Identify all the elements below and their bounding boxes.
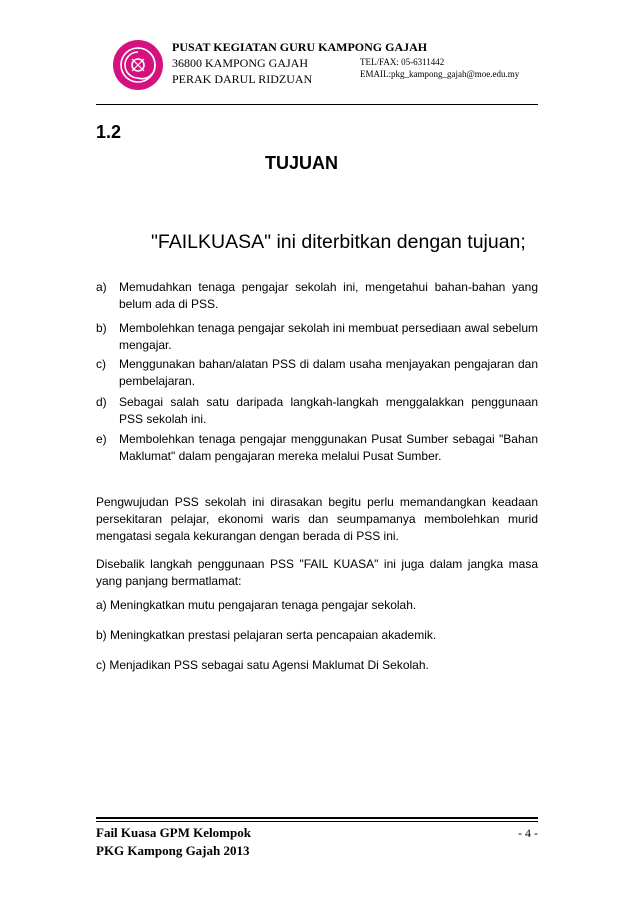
section-number: 1.2 (96, 122, 122, 142)
list-marker: d) (96, 395, 107, 409)
email: EMAIL:pkg_kampong_gajah@moe.edu.my (360, 69, 520, 79)
footer-divider (96, 821, 538, 822)
goal-item: a) Meningkatkan mutu pengajaran tenaga pengajar sekolah. (96, 598, 417, 612)
list-marker: a) (96, 280, 107, 294)
page-number: - 4 - (518, 826, 538, 840)
paragraph-2: Disebalik langkah penggunaan PSS "FAIL KUASA" ini juga dalam jangka masa yang panjang bermatlamat: (96, 557, 538, 588)
list-item (96, 394, 538, 428)
list-text: Membolehkan tenaga pengajar menggunakan Pusat Sumber sebagai "Bahan Maklumat" dalam pengajaran mereka melalui Pusat Sumber. (119, 432, 538, 463)
goal-item: b) Meningkatkan prestasi pelajaran serta pencapaian akademik. (96, 628, 437, 642)
tel-fax: TEL/FAX: 05-6311442 (360, 57, 445, 67)
list-item (96, 320, 538, 354)
paragraph-1: Pengwujudan PSS sekolah ini dirasakan begitu perlu memandangkan keadaan persekitaran pelajar, ekonomi waris dan seumpamanya membolehkan murid mengatasi segala kekurangan dengan berada di PSS ini. (96, 495, 538, 543)
list-item (96, 356, 538, 390)
list-item (96, 279, 538, 313)
footer-line-1: Fail Kuasa GPM Kelompok (96, 825, 251, 840)
intro-line: "FAILKUASA" ini diterbitkan dengan tujuan; (151, 231, 526, 253)
list-marker: c) (96, 357, 106, 371)
list-item (96, 431, 538, 465)
footer-divider (96, 817, 538, 819)
list-text: Menggunakan bahan/alatan PSS di dalam usaha menjayakan pengajaran dan pembelajaran. (119, 357, 538, 388)
goal-item: c) Menjadikan PSS sebagai satu Agensi Maklumat Di Sekolah. (96, 658, 429, 672)
list-text: Sebagai salah satu daripada langkah-langkah menggalakkan penggunaan PSS sekolah ini. (119, 395, 538, 426)
list-marker: e) (96, 432, 107, 446)
header-divider (96, 104, 538, 105)
address-line-2: PERAK DARUL RIDZUAN (172, 72, 313, 86)
footer-line-2: PKG Kampong Gajah 2013 (96, 843, 250, 858)
address-line-1: 36800 KAMPONG GAJAH (172, 56, 309, 70)
list-marker: b) (96, 321, 107, 335)
page-title: TUJUAN (265, 153, 339, 173)
org-name: PUSAT KEGIATAN GURU KAMPONG GAJAH (172, 40, 428, 54)
list-text: Memudahkan tenaga pengajar sekolah ini, mengetahui bahan-bahan yang belum ada di PSS. (119, 280, 538, 311)
list-text: Membolehkan tenaga pengajar sekolah ini membuat persediaan awal sebelum mengajar. (119, 321, 538, 352)
pkg-logo (112, 39, 164, 91)
